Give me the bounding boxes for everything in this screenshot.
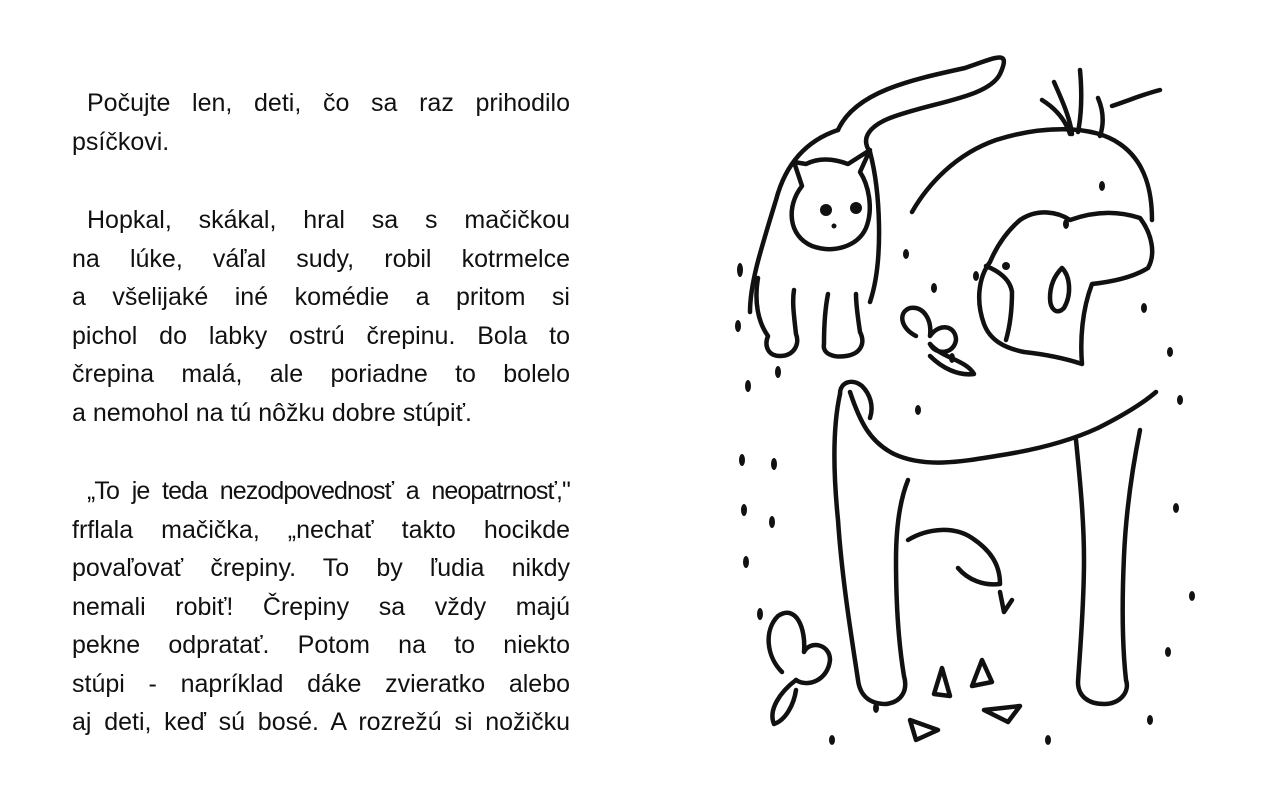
text-line: pichol do labky ostrú črepinu. Bola to (72, 321, 570, 350)
text-line: stúpi - napríklad dáke zvieratko alebo (72, 669, 570, 698)
dog-hind-leg (908, 530, 1000, 584)
cat-and-dog-illustration (720, 40, 1220, 760)
cat-leg-right (824, 294, 863, 357)
paragraph-2 (72, 201, 570, 432)
text-line: a všelijaké iné komédie a pritom si (72, 283, 570, 311)
story-text (72, 84, 570, 742)
dog-snout (986, 266, 1012, 340)
butterfly-icon (902, 308, 974, 374)
paragraph-3 (72, 472, 570, 742)
text-line: črepina malá, ale poriadne to bolelo (72, 360, 570, 388)
dog-figure (835, 70, 1161, 704)
text-line: aj deti, keď sú bosé. A rozrežú si nožičku (72, 708, 570, 736)
cat-head (792, 150, 870, 249)
paragraph-1 (72, 84, 570, 161)
text-line: frflala mačička, „nechať takto hocikde (72, 515, 570, 544)
ink-drawing (720, 40, 1220, 760)
text-line: „To je teda nezodpovednosť a neopatrnosť," (87, 477, 570, 505)
cat-tail (838, 57, 1004, 152)
dog-whiskers (1042, 70, 1160, 136)
text-line: pekne odpratať. Potom na to niekto (72, 631, 570, 659)
cat-figure (750, 57, 1004, 356)
cat-leg-left (756, 278, 797, 356)
text-line: Hopkal, skákal, hral sa s mačičkou (87, 206, 570, 234)
dog-front-leg (835, 394, 909, 704)
text-line: na lúke, váľal sudy, robil kotrmelce (72, 244, 570, 273)
dog-back-fur (912, 129, 1152, 220)
dog-ear-drop (1050, 268, 1069, 311)
text-line: a nemohol na tú nôžku dobre stúpiť. (72, 398, 472, 427)
text-line: povaľovať črepiny. To by ľudia nikdy (72, 554, 570, 582)
text-line: Počujte len, deti, čo sa raz prihodilo (87, 89, 570, 117)
cat-body-right (870, 152, 879, 302)
glass-shard-icons (910, 592, 1020, 740)
text-line: nemali robiť! Črepiny sa vždy majú (72, 592, 570, 621)
dog-back-leg (1076, 430, 1140, 704)
dog-body (850, 392, 1156, 463)
text-line: psíčkovi. (72, 127, 170, 156)
butterfly-icon (769, 613, 830, 724)
